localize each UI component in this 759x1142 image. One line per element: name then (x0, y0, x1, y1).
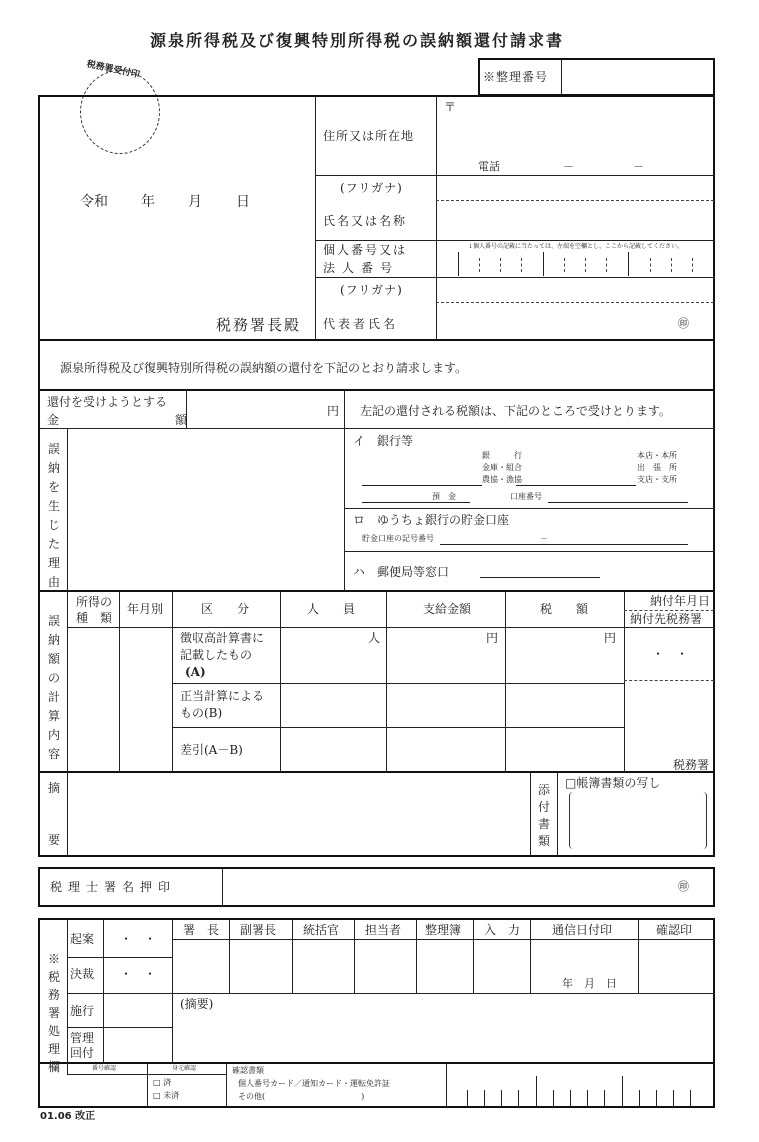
h-tax: 税 額 (540, 602, 589, 616)
row-a-2: 記載したもの (180, 648, 253, 662)
refund-section (38, 390, 715, 592)
yucho-dash: － (540, 534, 548, 543)
h-people: 人 員 (307, 602, 356, 616)
h-shocho: 署 長 (183, 923, 220, 937)
yucho-number-label: 貯金口座の記号番号 (362, 534, 434, 543)
h-pay: 支給金額 (423, 602, 472, 616)
attach-label: 添付書類 (537, 783, 550, 848)
phone-sep-1: － (563, 160, 574, 173)
bank-title: イ 銀行等 (353, 434, 414, 448)
kian-dots: ・ ・ (120, 932, 157, 946)
mimoto-misumi: □ 未済 (153, 1091, 180, 1100)
attach-item: □帳簿書類の写し (565, 776, 661, 790)
bango-kakunin: 番号確認 (92, 1065, 117, 1072)
amount-label-2b: 額 (175, 413, 188, 427)
remarks-label-top: 摘 (48, 781, 61, 795)
kanri-label-1: 管理 (70, 1031, 95, 1045)
bank-kinds-1: 銀 行 (482, 451, 522, 460)
phone-label: 電話 (478, 160, 500, 173)
reason-label: 誤納を生じた理由 (47, 442, 60, 589)
yucho-title: ロ ゆうちょ銀行の貯金口座 (353, 513, 510, 527)
addressee: 税務署長殿 (216, 316, 302, 334)
amount-label-1: 還付を受けようとする (47, 395, 168, 409)
account-number-label: 口座番号 (510, 492, 542, 501)
date-era: 令和 (80, 194, 108, 210)
tax-accountant-label: 税理士署名押印 (50, 880, 177, 894)
unit-people: 人 (368, 631, 381, 645)
kessai-dots: ・ ・ (120, 967, 157, 981)
remarks-label-bottom: 要 (48, 833, 61, 847)
docs-other: その他( ) (238, 1092, 365, 1101)
h-nyuryoku: 入 力 (484, 923, 521, 937)
id-number-label-1: 個人番号又は (323, 243, 408, 257)
bank-kinds-3: 農協・漁協 (482, 475, 522, 484)
date-year: 年 (141, 194, 155, 210)
row-b-2: もの(B) (180, 706, 223, 720)
post-office-title: ハ 郵便局等窓口 (353, 565, 450, 579)
furigana-label: (フリガナ) (340, 181, 403, 195)
h-kakunin: 確認印 (656, 923, 693, 937)
date-day: 日 (236, 194, 250, 210)
deposit-label: 預 金 (432, 492, 456, 501)
mimoto-sumi: □ 済 (153, 1078, 172, 1087)
kian-label: 起案 (70, 932, 95, 946)
seal-mark-accountant: ㊞ (678, 880, 689, 893)
phone-sep-2: － (633, 160, 644, 173)
receive-text: 左記の還付される税額は、下記のところで受けとります。 (360, 404, 671, 418)
reception-stamp-label: 税務署受付印 (85, 59, 141, 81)
attach-bracket (569, 792, 707, 849)
tax-office-suffix: 税務署 (673, 758, 710, 772)
h-month: 年月別 (127, 602, 164, 616)
h-fukushocho: 副署長 (240, 923, 277, 937)
h-tantosha: 担当者 (365, 923, 402, 937)
h-kind-2: 種 類 (76, 611, 113, 625)
id-number-note: ↓個人番号の記載に当たっては、左端を空欄とし、ここから記載してください。 (468, 243, 684, 250)
bank-kinds-2: 金庫・組合 (482, 463, 522, 472)
date-dots: ・ ・ (652, 647, 689, 661)
shiko-label: 施行 (70, 1004, 95, 1018)
representative-label: 代表者氏名 (323, 317, 399, 331)
unit-yen-tax: 円 (604, 631, 617, 645)
name-label: 氏名又は名称 (323, 214, 408, 228)
row-b-1: 正当計算による (180, 689, 265, 703)
unit-yen-pay: 円 (486, 631, 499, 645)
docs-label: 確認書類 (232, 1066, 264, 1075)
row-diff: 差引(A－B) (180, 743, 243, 757)
seiri-label: ※整理番号 (483, 70, 549, 84)
request-text: 源泉所得税及び復興特別所得税の誤納額の還付を下記のとおり請求します。 (60, 361, 468, 375)
calc-side-label: 誤納額の計算内容 (47, 614, 60, 761)
kanri-label-2: 回付 (70, 1046, 95, 1060)
page-title: 源泉所得税及び復興特別所得税の誤納額還付請求書 (150, 31, 565, 50)
amount-label-2a: 金 (47, 413, 60, 427)
docs-cards: 個人番号カード／通知カード・運転免許証 (238, 1079, 390, 1088)
postal-mark: 〒 (444, 100, 457, 114)
h-tsushin: 通信日付印 (552, 923, 613, 937)
kessai-label: 決裁 (70, 967, 95, 981)
branch-2: 出 張 所 (637, 463, 677, 472)
row-a-3: (A) (185, 665, 206, 679)
seal-mark-rep: ㊞ (678, 317, 689, 330)
h-date: 納付年月日 (650, 594, 711, 608)
id-number-label-2: 法人番号 (323, 261, 400, 275)
row-a-1: 徴収高計算書に (180, 631, 265, 645)
h-seiribo: 整理簿 (425, 923, 462, 937)
date-month: 月 (188, 194, 202, 210)
branch-1: 本店・本所 (637, 451, 677, 460)
h-kind-1: 所得の (76, 595, 113, 609)
h-tokatsukan: 統括官 (303, 923, 340, 937)
tekiyo-label: (摘要) (180, 997, 214, 1011)
address-label: 住所又は所在地 (323, 129, 415, 143)
branch-3: 支店・支所 (637, 475, 677, 484)
office-side-label: ※税務署処理欄 (47, 952, 60, 1074)
revision-note: 01.06 改正 (40, 1111, 96, 1122)
h-class: 区 分 (201, 602, 250, 616)
ymd-label: 年 月 日 (562, 977, 617, 990)
mimoto-kakunin: 身元確認 (172, 1065, 197, 1072)
amount-yen: 円 (327, 404, 340, 418)
calculation-table (38, 591, 715, 773)
furigana-label-2: (フリガナ) (340, 283, 403, 297)
h-office: 納付先税務署 (630, 612, 703, 626)
